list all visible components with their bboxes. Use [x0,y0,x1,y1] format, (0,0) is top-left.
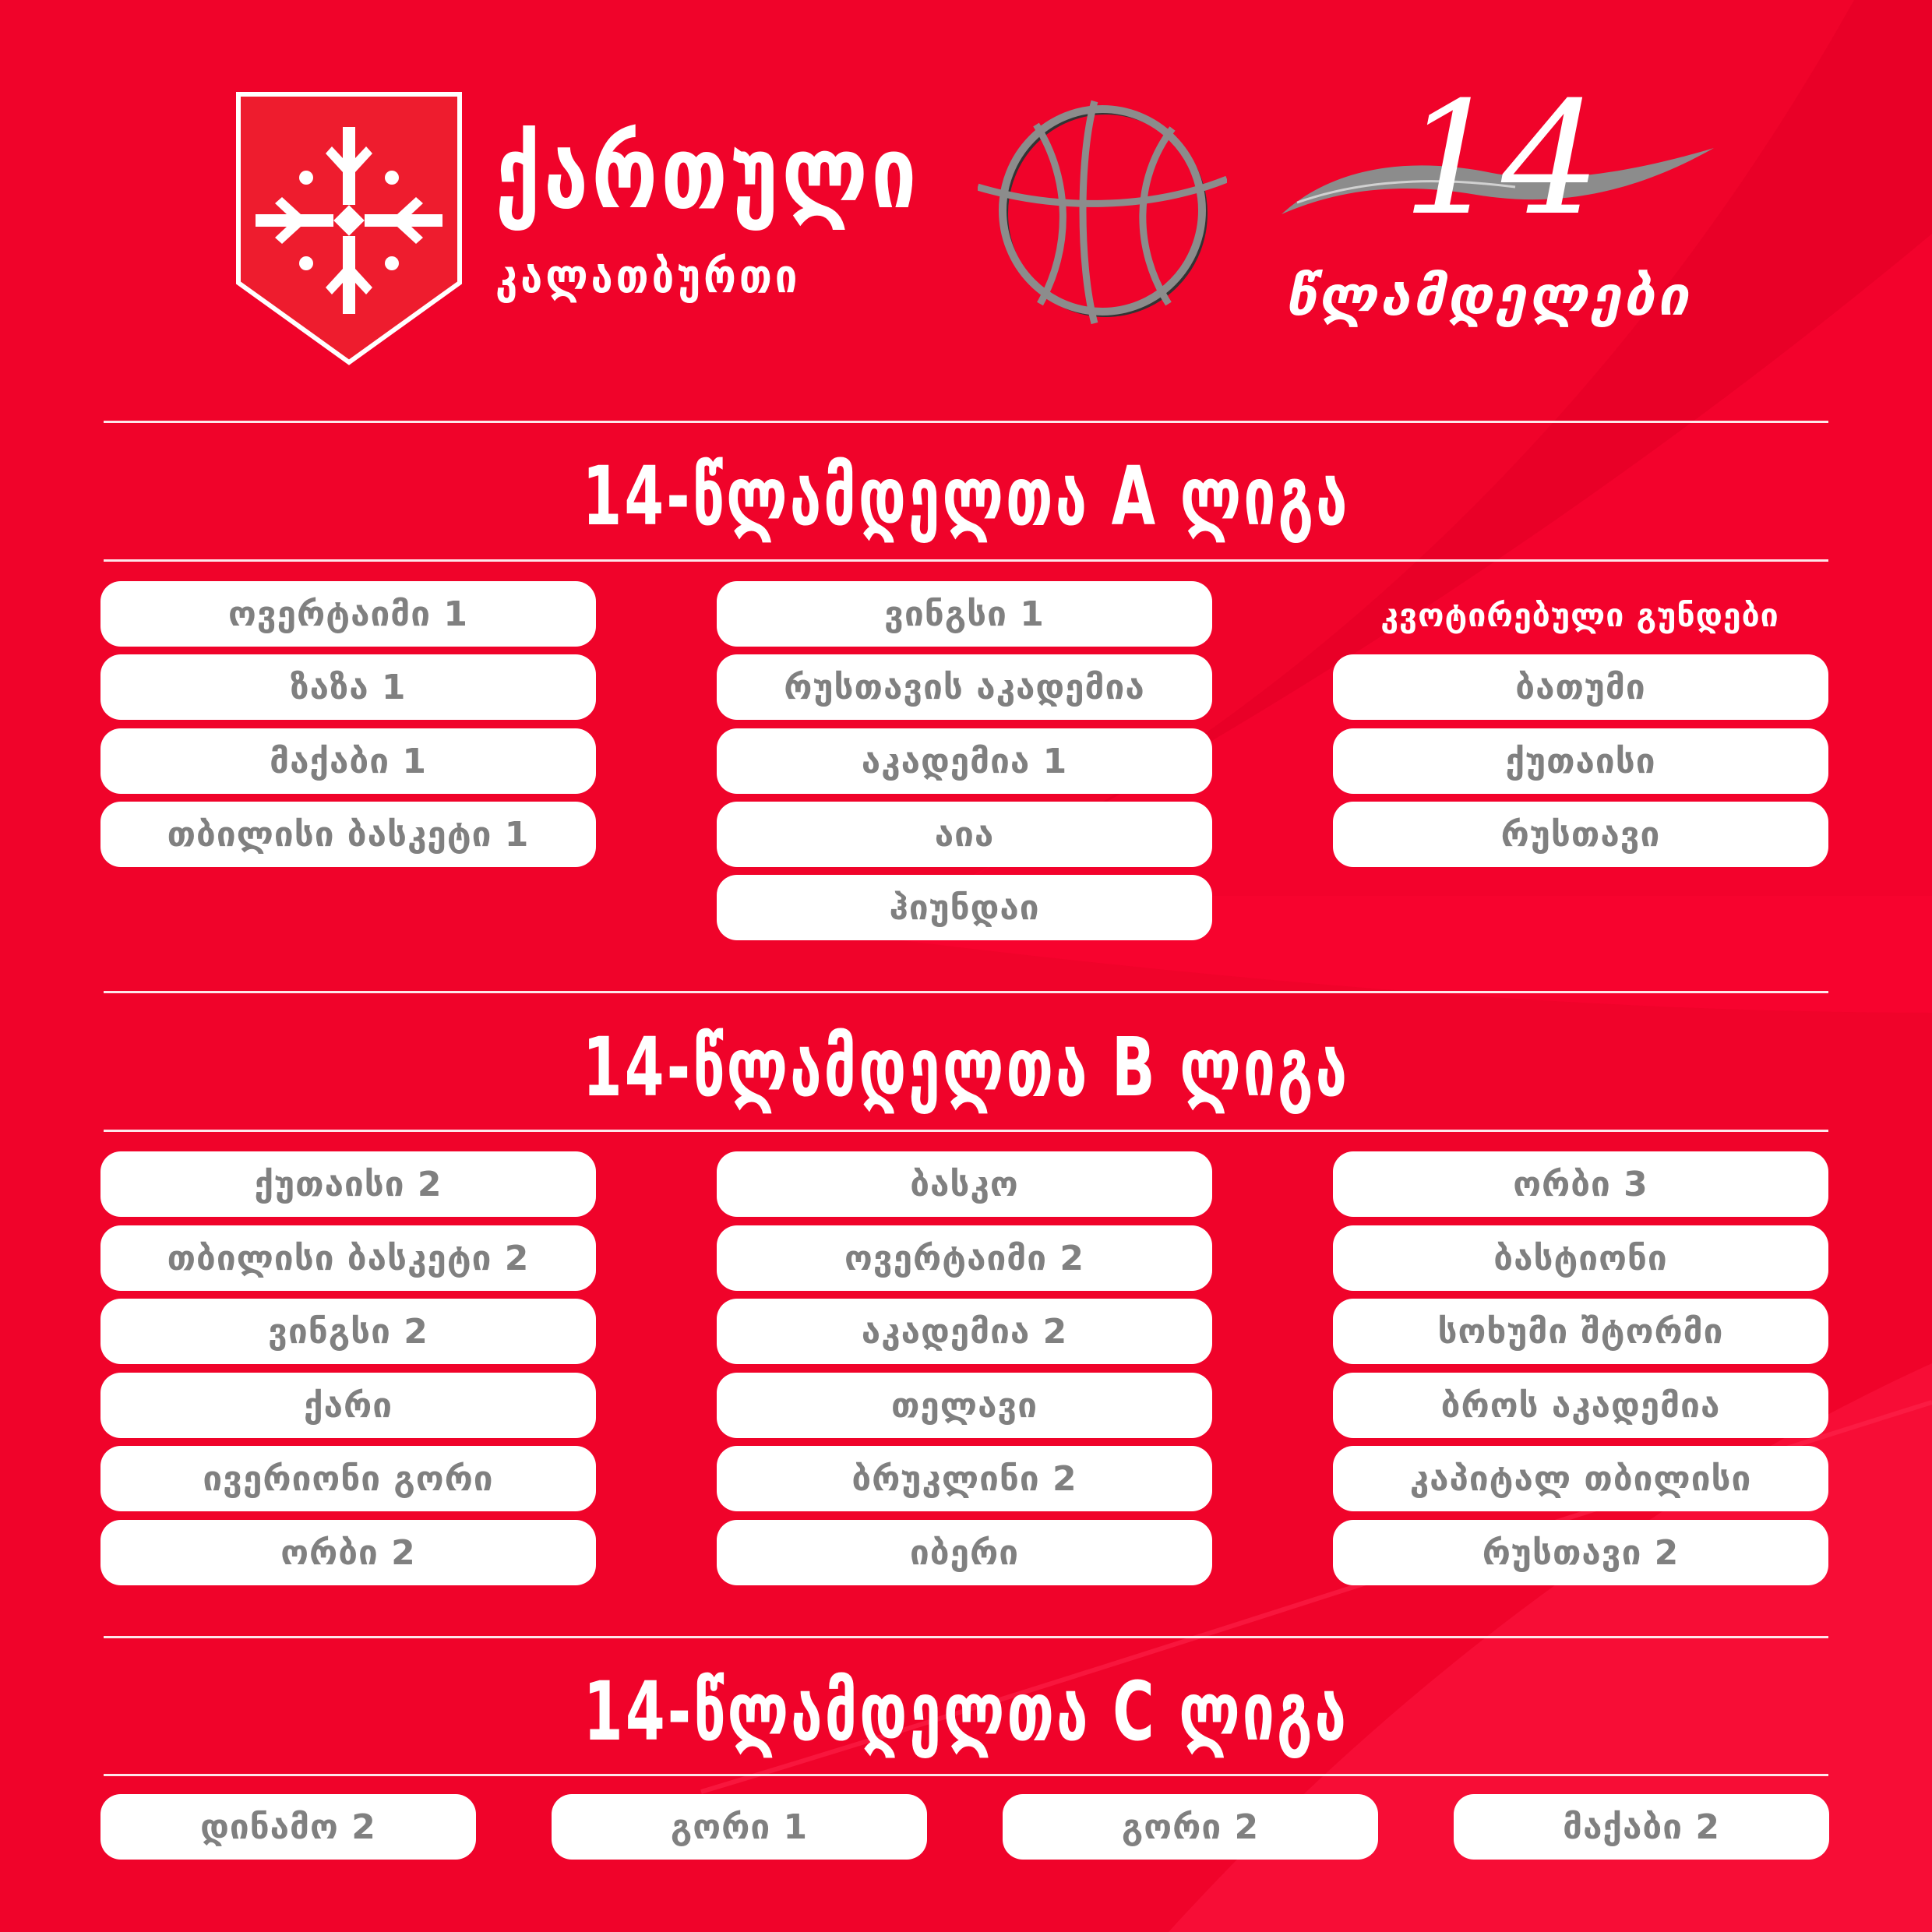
basketball-icon [978,93,1227,335]
team-pill: ქუთაისი [1333,728,1828,794]
league-b-title: 14-წლამდელთა B ლიგა [582,1020,1350,1115]
team-pill: ბროს აკადემია [1333,1373,1828,1438]
divider [104,1130,1828,1132]
brand-subtitle: კალათბურთი [495,249,801,304]
team-pill: გორი 2 [1003,1794,1378,1860]
team-pill: ვინგსი 1 [717,581,1212,647]
team-pill: სოხუმი შტორმი [1333,1299,1828,1364]
league-a-title: 14-წლამდელთა A ლიგა [582,449,1350,544]
federation-shield-logo [232,88,466,368]
team-pill: ბასკო [717,1151,1212,1217]
team-pill: იბერი [717,1520,1212,1585]
divider [104,421,1828,423]
team-pill: ორბი 3 [1333,1151,1828,1217]
team-pill: ოვერტაიმი 2 [717,1225,1212,1291]
divider [104,1774,1828,1776]
divider [104,991,1828,993]
team-pill: მაქაბი 2 [1454,1794,1829,1860]
team-pill: თელავი [717,1373,1212,1438]
team-pill: აია [717,802,1212,867]
team-pill: გორი 1 [552,1794,927,1860]
team-pill: ოვერტაიმი 1 [100,581,596,647]
team-pill: ბრუკლინი 2 [717,1446,1212,1511]
team-pill: მაქაბი 1 [100,728,596,794]
team-pill: ბასტიონი [1333,1225,1828,1291]
team-pill: რუსთავი [1333,802,1828,867]
team-pill: რუსთავი 2 [1333,1520,1828,1585]
team-pill: ქუთაისი 2 [100,1151,596,1217]
u14-number: 14 [1402,69,1601,250]
team-pill: ივერიონი გორი [100,1446,596,1511]
team-pill: ბათუმი [1333,654,1828,720]
team-pill: თბილისი ბასკეტი 2 [100,1225,596,1291]
divider [104,559,1828,562]
divider [104,1636,1828,1638]
team-pill: აკადემია 1 [717,728,1212,794]
quota-teams-label: კვოტირებული გუნდები [1380,597,1779,634]
team-pill: ზაზა 1 [100,654,596,720]
team-pill: თბილისი ბასკეტი 1 [100,802,596,867]
team-pill: აკადემია 2 [717,1299,1212,1364]
team-pill: ორბი 2 [100,1520,596,1585]
team-pill: კაპიტალ თბილისი [1333,1446,1828,1511]
team-pill: დინამო 2 [100,1794,476,1860]
team-pill: ჰიუნდაი [717,875,1212,940]
team-pill: რუსთავის აკადემია [717,654,1212,720]
league-c-title: 14-წლამდელთა C ლიგა [583,1664,1349,1759]
team-pill: ქარი [100,1373,596,1438]
team-pill: ვინგსი 2 [100,1299,596,1364]
brand-title: ქართული [495,115,920,231]
u14-word: წლამდელები [1285,264,1691,328]
